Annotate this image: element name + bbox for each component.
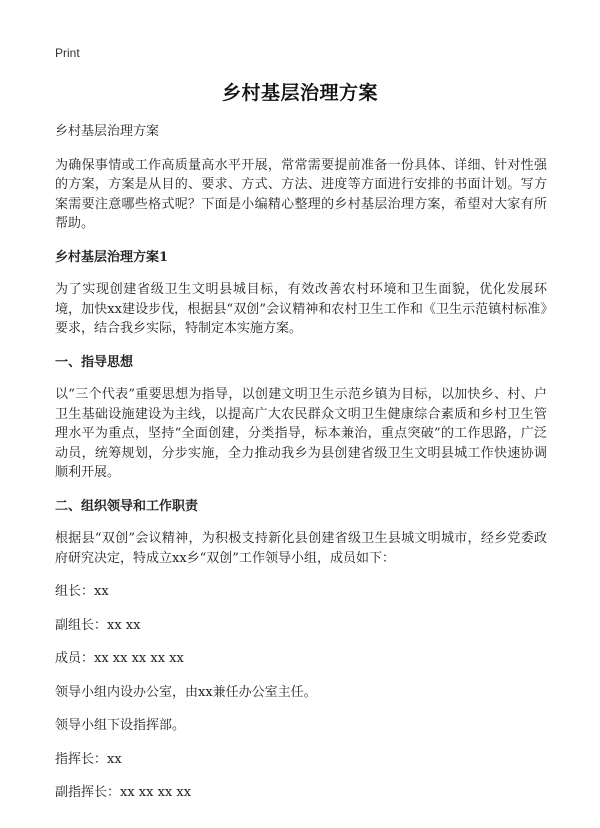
document-title: 乡村基层治理方案 <box>221 82 378 104</box>
command-line: 领导小组下设指挥部。 <box>55 718 186 733</box>
document-body <box>55 122 547 817</box>
guiding-paragraph: 以“三个代表”重要思想为指导，以创建文明卫生示范乡镇为目标，以加快乡、村、户卫生基础设施建设为主线，以提高广大农民群众文明卫生健康综合素质和乡村卫生管理水平为重点，坚持“全面创建，分类指导，标本兼治，重点突破”的工作思路，广泛动员，统筹规划，分步实施，全力推动我乡为县创建省级卫生文明县城工作快速协调顺利开展。 <box>55 387 547 480</box>
print-link[interactable]: Print <box>55 46 80 60</box>
section-intro-paragraph: 为了实现创建省级卫生文明县城目标，有效改善农村环境和卫生面貌，优化发展环境，加快xx建设步伐，根据县“双创”会议精神和农村卫生工作和《卫生示范镇村标准》要求，结合我乡实际，特制定本实施方案。 <box>55 282 547 336</box>
document-subtitle: 乡村基层治理方案 <box>55 124 160 139</box>
organization-heading: 二、组织领导和工作职责 <box>55 498 199 514</box>
section-heading: 乡村基层治理方案1 <box>55 249 169 265</box>
leader-line: 组长：xx <box>55 584 109 599</box>
guiding-heading: 一、指导思想 <box>55 354 134 370</box>
commander-line: 指挥长：xx <box>55 751 122 767</box>
organization-paragraph: 根据县“双创”会议精神，为积极支持新化县创建省级卫生县城文明城市，经乡党委政府研究决定，特成立xx乡“双创”工作领导小组，成员如下： <box>55 531 547 566</box>
vice-commander-line: 副指挥长：xx xx xx xx <box>55 785 192 800</box>
vice-leader-line: 副组长：xx xx <box>55 617 141 633</box>
intro-paragraph: 为确保事情或工作高质量高水平开展，常常需要提前准备一份具体、详细、针对性强的方案，方案是从目的、要求、方式、方法、进度等方面进行安排的书面计划。写方案需要注意哪些格式呢？下面是小编精心整理的乡村基层治理方案，希望对大家有所帮助。 <box>55 157 547 231</box>
office-line: 领导小组内设办公室，由xx兼任办公室主任。 <box>55 684 317 700</box>
members-line: 成员：xx xx xx xx xx <box>55 651 184 666</box>
